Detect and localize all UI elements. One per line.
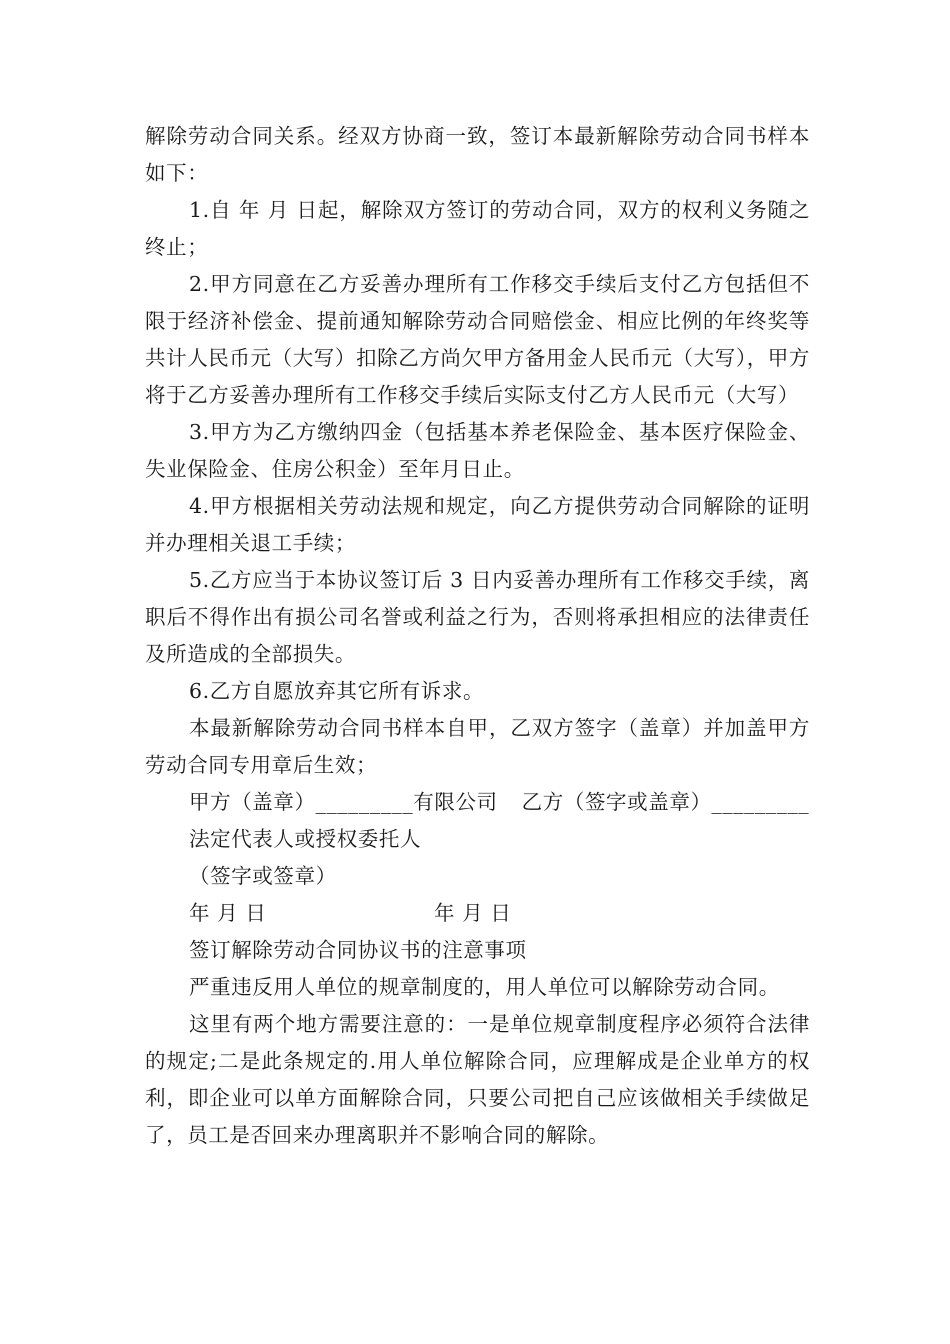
party-b-signature: 乙方（签字或盖章）_________ bbox=[521, 790, 810, 814]
clause-4: 4.甲方根据相关劳动法规和规定，向乙方提供劳动合同解除的证明并办理相关退工手续； bbox=[145, 494, 810, 555]
notes-heading: 签订解除劳动合同协议书的注意事项 bbox=[189, 938, 527, 962]
clause-6: 6.乙方自愿放弃其它所有诉求。 bbox=[189, 679, 485, 703]
paragraph-intro: 解除劳动合同关系。经双方协商一致，签订本最新解除劳动合同书样本如下： bbox=[145, 124, 810, 185]
party-a-signature: 甲方（盖章）_________有限公司 bbox=[189, 790, 498, 814]
document-page bbox=[145, 118, 810, 1154]
clause-3: 3.甲方为乙方缴纳四金（包括基本养老保险金、基本医疗保险金、失业保险金、住房公积金）至年月日止。 bbox=[145, 420, 810, 481]
clause-2: 2.甲方同意在乙方妥善办理所有工作移交手续后支付乙方包括但不限于经济补偿金、提前通知解除劳动合同赔偿金、相应比例的年终奖等共计人民币元（大写）扣除乙方尚欠甲方备用金人民币元（大写），甲方将于乙方妥善办理所有工作移交手续后实际支付乙方人民币元（大写） bbox=[145, 272, 810, 407]
clause-1: 1.自 年 月 日起，解除双方签订的劳动合同，双方的权利义务随之终止； bbox=[145, 198, 810, 259]
sign-or-seal-label: （签字或签章） bbox=[189, 864, 337, 888]
date-party-a: 年 月 日 bbox=[189, 901, 267, 925]
representative-label: 法定代表人或授权委托人 bbox=[189, 827, 422, 851]
date-row bbox=[145, 895, 810, 932]
effective-clause: 本最新解除劳动合同书样本自甲，乙双方签字（盖章）并加盖甲方劳动合同专用章后生效； bbox=[145, 716, 810, 777]
note-1: 严重违反用人单位的规章制度的，用人单位可以解除劳动合同。 bbox=[189, 975, 780, 999]
clause-5: 5.乙方应当于本协议签订后 3 日内妥善办理所有工作移交手续，离职后不得作出有损公司名誉或利益之行为，否则将承担相应的法律责任及所造成的全部损失。 bbox=[145, 568, 810, 666]
date-party-b: 年 月 日 bbox=[434, 901, 512, 925]
signature-parties bbox=[145, 784, 810, 821]
note-2: 这里有两个地方需要注意的：一是单位规章制度程序必须符合法律的规定;二是此条规定的.用人单位解除合同，应理解成是企业单方的权利，即企业可以单方面解除合同，只要公司把自己应该做相关手续做足了，员工是否回来办理离职并不影响合同的解除。 bbox=[145, 1012, 810, 1147]
